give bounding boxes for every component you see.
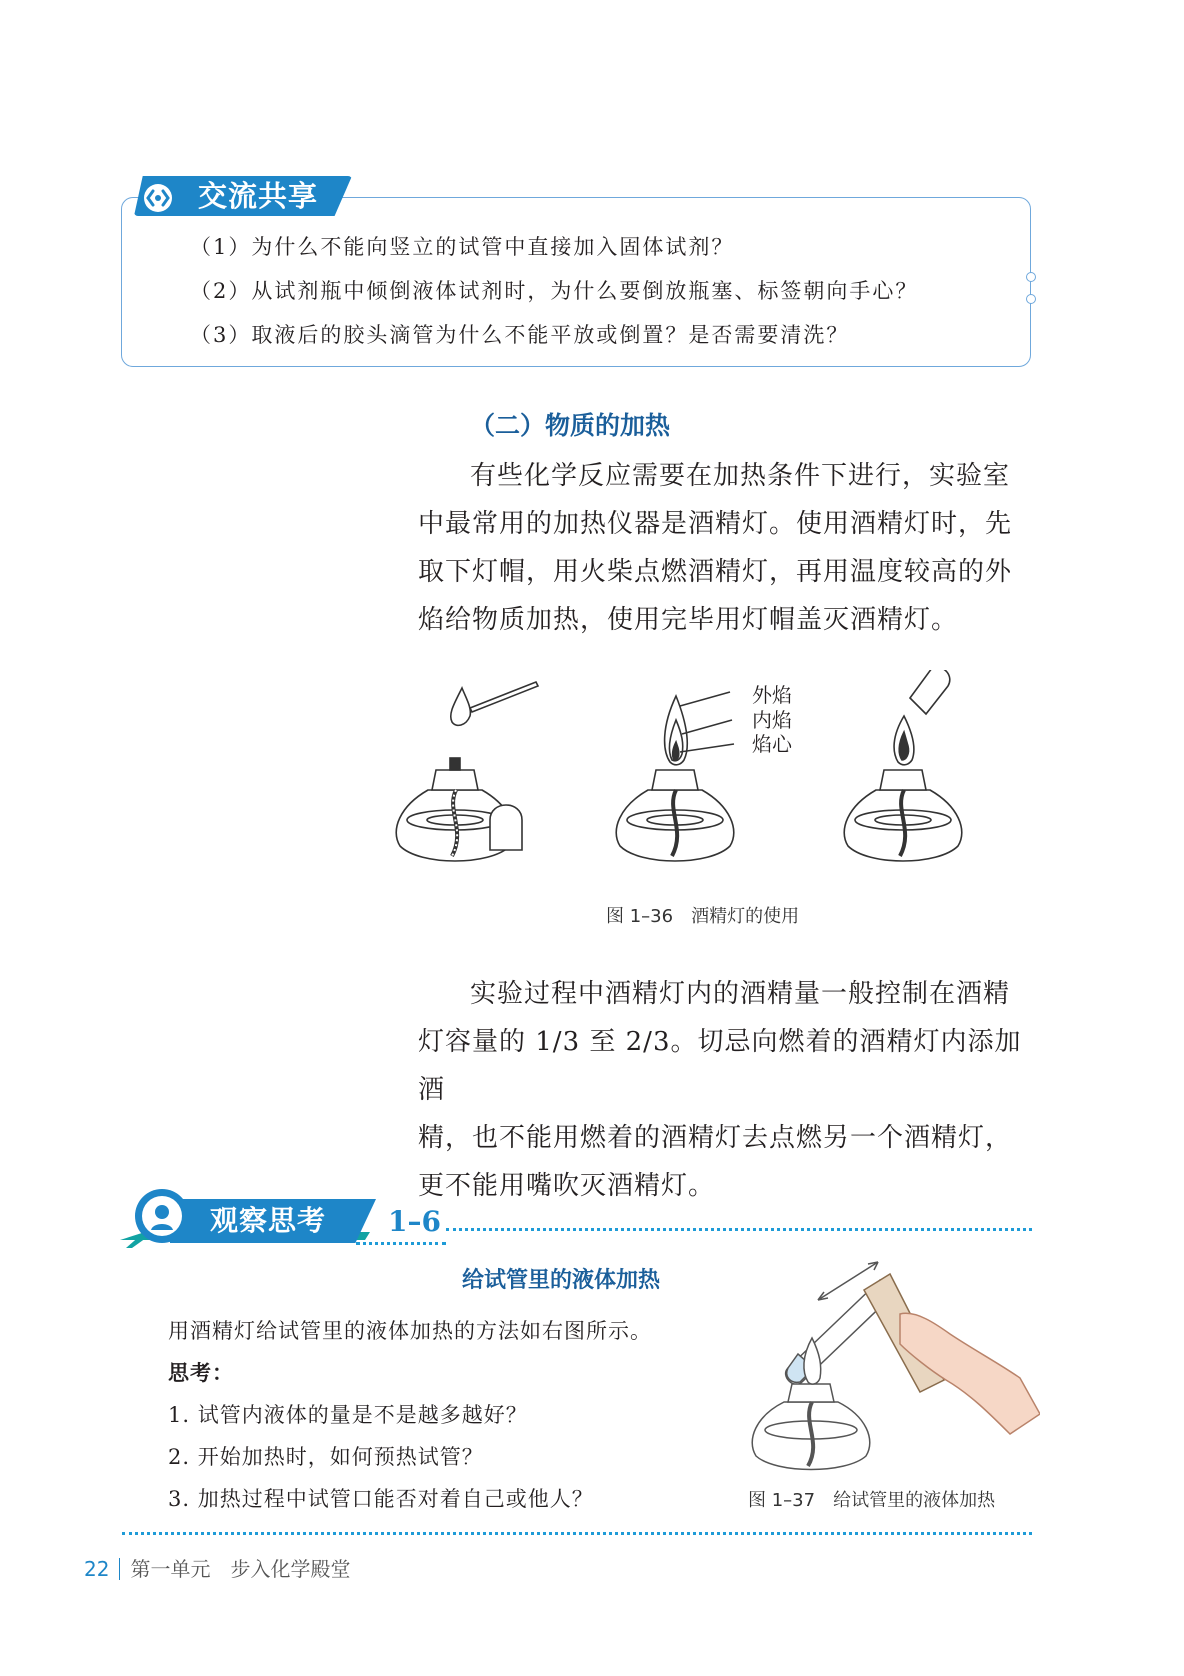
think-item-3: 3. 加热过程中试管口能否对着自己或他人？ [168, 1487, 594, 1511]
lamp-cap [490, 805, 522, 850]
match-flame [451, 688, 471, 725]
paragraph-2 [418, 970, 1038, 1210]
page-footer [84, 1554, 350, 1584]
label-outer-flame: 外焰 [752, 683, 792, 707]
test-tube-heating-figure [740, 1254, 1040, 1490]
think-item-2: 2. 开始加热时，如何预热试管？ [168, 1445, 484, 1469]
paragraph-line: 灯容量的 1/3 至 2/3。切忌向燃着的酒精灯内添加酒 [418, 1027, 1022, 1105]
alcohol-lamp-figure [390, 670, 1030, 910]
alcohol-lamp-3 [844, 670, 962, 861]
label-inner-flame: 内焰 [752, 708, 792, 732]
dotted-divider [446, 1228, 1032, 1231]
paragraph-line: 取下灯帽，用火柴点燃酒精灯，再用温度较高的外 [418, 557, 1013, 587]
share-box-knob [1026, 272, 1036, 282]
bottom-dotted-divider [122, 1532, 1032, 1535]
alcohol-lamp-2 [616, 692, 734, 861]
page-number: 22 [84, 1557, 110, 1581]
figure-caption-36: 图 1–36 酒精灯的使用 [606, 906, 800, 927]
paragraph-line: 实验过程中酒精灯内的酒精量一般控制在酒精 [470, 979, 1011, 1009]
paragraph-line: 精，也不能用燃着的酒精灯去点燃另一个酒精灯， [418, 1123, 1013, 1153]
dotted-divider [356, 1242, 446, 1245]
paragraph-line: 更不能用嘴吹灭酒精灯。 [418, 1171, 716, 1201]
paragraph-line: 焰给物质加热，使用完毕用灯帽盖灭酒精灯。 [418, 605, 959, 635]
magnifier-icon [122, 1186, 200, 1250]
label-flame-core: 焰心 [752, 732, 792, 756]
observe-subtitle: 给试管里的液体加热 [462, 1267, 661, 1293]
paragraph-line: 中最常用的加热仪器是酒精灯。使用酒精灯时，先 [418, 509, 1013, 539]
share-question-3: （3）取液后的胶头滴管为什么不能平放或倒置？是否需要清洗？ [190, 323, 850, 347]
think-item-1: 1. 试管内液体的量是不是越多越好？ [168, 1403, 528, 1427]
share-icon [140, 181, 180, 215]
observe-title: 观察思考 [210, 1204, 327, 1237]
section-heading: （二）物质的加热 [470, 411, 671, 440]
share-question-1: （1）为什么不能向竖立的试管中直接加入固体试剂？ [190, 235, 735, 259]
observe-intro: 用酒精灯给试管里的液体加热的方法如右图所示。 [168, 1319, 652, 1343]
figure-caption-37: 图 1–37 给试管里的液体加热 [748, 1490, 996, 1511]
share-title: 交流共享 [198, 179, 319, 213]
share-box-knob [1026, 294, 1036, 304]
lamp-cap-falling [910, 670, 950, 714]
footer-separator [119, 1558, 120, 1580]
observe-number: 1–6 [388, 1205, 441, 1238]
unit-title: 第一单元 步入化学殿堂 [130, 1557, 351, 1581]
paragraph-line: 有些化学反应需要在加热条件下进行，实验室 [470, 461, 1011, 491]
paragraph-1 [418, 452, 1038, 644]
think-label: 思考： [168, 1361, 234, 1385]
share-question-2: （2）从试剂瓶中倾倒液体试剂时，为什么要倒放瓶塞、标签朝向手心？ [190, 279, 919, 303]
